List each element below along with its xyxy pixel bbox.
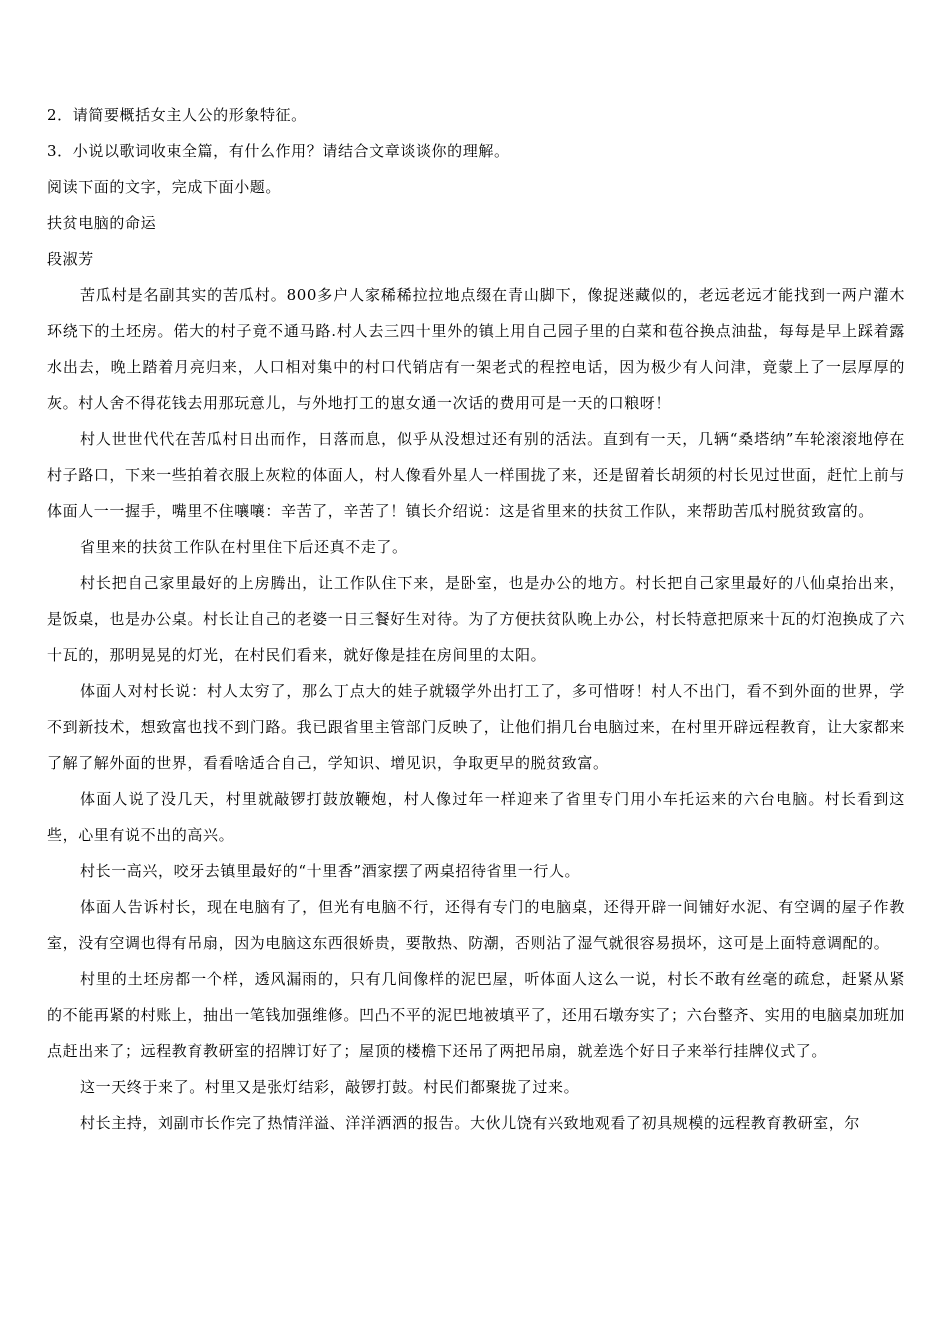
document-page xyxy=(47,97,905,1141)
article-paragraph: 村长主持，刘副市长作完了热情洋溢、洋洋洒洒的报告。大伙儿饶有兴致地观看了初具规模的远程教育教研室，尔 xyxy=(80,1114,861,1132)
article-paragraph: 体面人说了没几天，村里就敲锣打鼓放鞭炮，村人像过年一样迎来了省里专门用小车托运来的六台电脑。村长看到这些，心里有说不出的高兴。 xyxy=(47,790,905,844)
article-author: 段淑芳 xyxy=(47,250,94,268)
article-title: 扶贫电脑的命运 xyxy=(47,214,157,232)
reading-instruction: 阅读下面的文字，完成下面小题。 xyxy=(47,178,282,196)
article-paragraph: 省里来的扶贫工作队在村里住下后还真不走了。 xyxy=(80,538,408,556)
article-paragraph: 苦瓜村是名副其实的苦瓜村。800多户人家稀稀拉拉地点缀在青山脚下，像捉迷藏似的，老远老远才能找到一两户灌木环绕下的土坯房。偌大的村子竟不通马路.村人去三四十里外的镇上用自己园子里的白菜和苞谷换点油盐，每每是早上踩着露水出去，晚上踏着月亮归来，人口相对集中的村口代销店有一架老式的程控电话，因为极少有人问津，竟蒙上了一层厚厚的灰。村人舍不得花钱去用那玩意儿，与外地打工的崽女通一次话的费用可是一天的口粮呀！ xyxy=(47,286,905,412)
article-paragraph: 村里的土坯房都一个样，透风漏雨的，只有几间像样的泥巴屋，听体面人这么一说，村长不敢有丝毫的疏怠，赶紧从紧的不能再紧的村账上，抽出一笔钱加强维修。凹凸不平的泥巴地被填平了，还用石墩夯实了；六台整齐、实用的电脑桌加班加点赶出来了；远程教育教研室的招牌订好了；屋顶的楼檐下还吊了两把吊扇，就差选个好日子来举行挂牌仪式了。 xyxy=(47,970,906,1060)
article-paragraph: 村长一高兴，咬牙去镇里最好的“十里香”酒家摆了两桌招待省里一行人。 xyxy=(80,862,581,880)
article-paragraph: 体面人对村长说：村人太穷了，那么丁点大的娃子就辍学外出打工了，多可惜呀！村人不出门，看不到外面的世界，学不到新技术，想致富也找不到门路。我已跟省里主管部门反映了，让他们捐几台电脑过来，在村里开辟远程教育，让大家都来了解了解外面的世界，看看啥适合自己，学知识、增见识，争取更早的脱贫致富。 xyxy=(47,682,906,772)
question-3: 3．小说以歌词收束全篇，有什么作用？请结合文章谈谈你的理解。 xyxy=(47,142,510,160)
article-paragraph: 村长把自己家里最好的上房腾出，让工作队住下来，是卧室，也是办公的地方。村长把自己家里最好的八仙桌抬出来，是饭桌，也是办公桌。村长让自己的老婆一日三餐好生对待。为了方便扶贫队晚上办公，村长特意把原来十瓦的灯泡换成了六十瓦的，那明晃晃的灯光，在村民们看来，就好像是挂在房间里的太阳。 xyxy=(47,574,906,664)
article-paragraph: 这一天终于来了。村里又是张灯结彩，敲锣打鼓。村民们都聚拢了过来。 xyxy=(80,1078,580,1096)
question-2: 2．请简要概括女主人公的形象特征。 xyxy=(47,106,307,124)
article-paragraph: 体面人告诉村长，现在电脑有了，但光有电脑不行，还得有专门的电脑桌，还得开辟一间铺好水泥、有空调的屋子作教室，没有空调也得有吊扇，因为电脑这东西很娇贵，要散热、防潮，否则沾了湿气就很容易损坏，这可是上面特意调配的。 xyxy=(47,898,905,952)
article-paragraph: 村人世世代代在苦瓜村日出而作，日落而息，似乎从没想过还有别的活法。直到有一天，几辆“桑塔纳”车轮滚滚地停在村子路口，下来一些拍着衣服上灰粒的体面人，村人像看外星人一样围拢了来，还是留着长胡须的村长见过世面，赶忙上前与体面人一一握手，嘴里不住嚷嚷：辛苦了，辛苦了！镇长介绍说：这是省里来的扶贫工作队，来帮助苦瓜村脱贫致富的。 xyxy=(47,430,906,520)
